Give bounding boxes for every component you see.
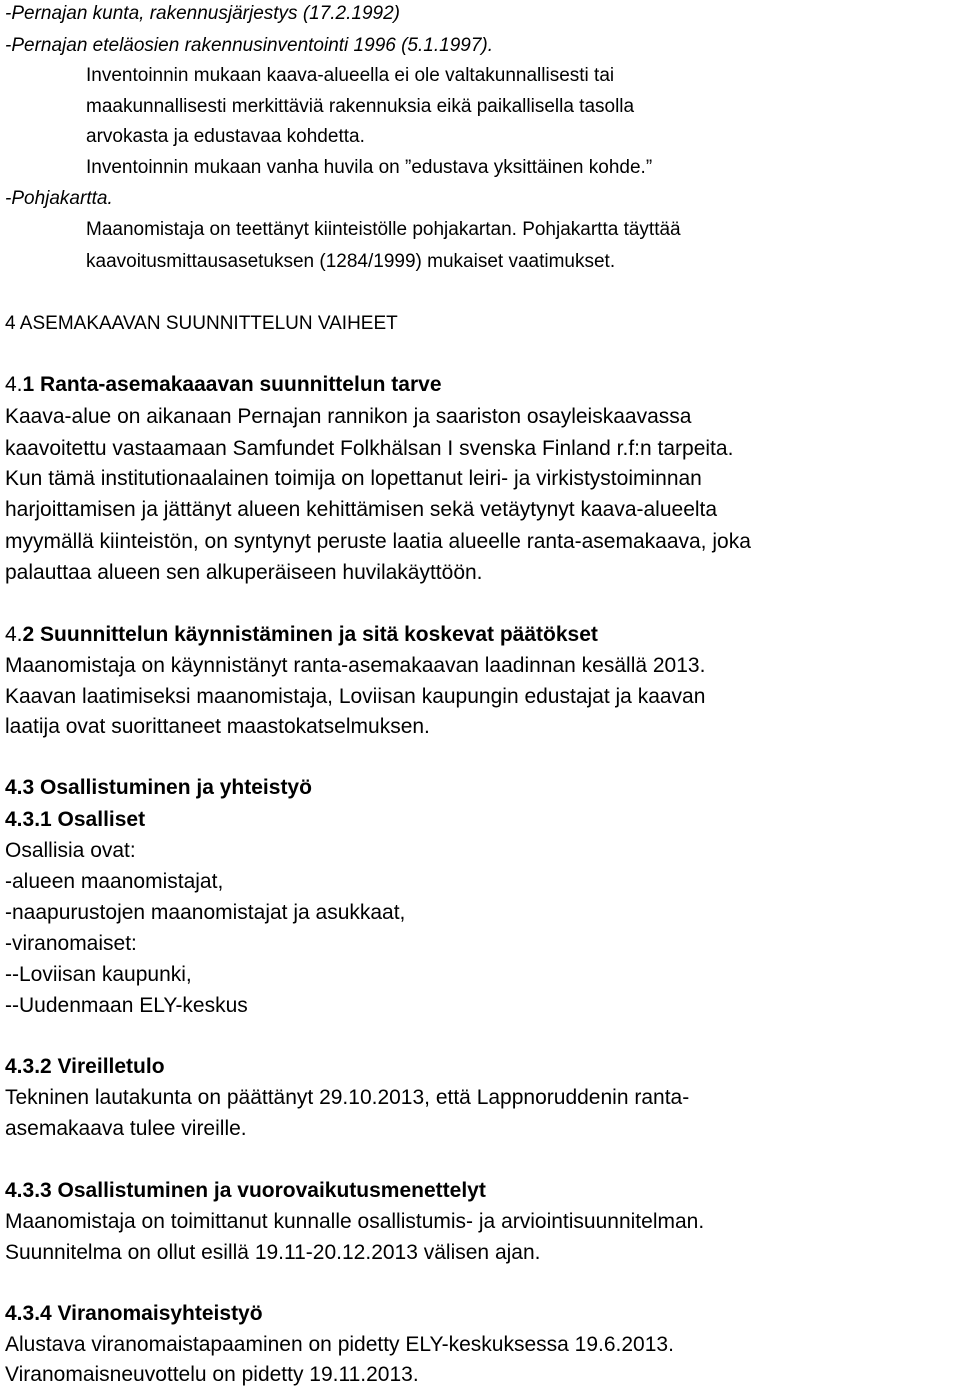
- paragraph-line: Suunnitelma on ollut esillä 19.11-20.12.2013 välisen ajan.: [5, 1241, 541, 1264]
- chapter-heading: 4 ASEMAKAAVAN SUUNNITTELUN VAIHEET: [5, 313, 398, 334]
- list-item: -alueen maanomistajat,: [5, 870, 224, 893]
- inventory-text-line: Inventoinnin mukaan vanha huvila on ”edustava yksittäinen kohde.”: [86, 157, 653, 178]
- section-title: 1 Ranta-asemakaaavan suunnittelun tarve: [22, 373, 442, 396]
- paragraph-line: Maanomistaja on käynnistänyt ranta-asemakaavan laadinnan kesällä 2013.: [5, 654, 706, 677]
- inventory-text-line: arvokasta ja edustavaa kohdetta.: [86, 126, 365, 147]
- paragraph-line: Kaava-alue on aikanaan Pernajan rannikon ja saariston osayleiskaavassa: [5, 405, 692, 428]
- list-item: --Uudenmaan ELY-keskus: [5, 994, 248, 1017]
- section-heading-4-3-1: 4.3.1 Osalliset: [5, 808, 146, 831]
- reference-basemap: -Pohjakartta.: [5, 188, 113, 209]
- paragraph-line: laatija ovat suorittaneet maastokatselmuksen.: [5, 715, 430, 738]
- list-item: --Loviisan kaupunki,: [5, 963, 192, 986]
- paragraph-line: asemakaava tulee vireille.: [5, 1117, 247, 1140]
- section-heading-4-3-2: 4.3.2 Vireilletulo: [5, 1055, 165, 1078]
- section-heading-4-3-4: 4.3.4 Viranomaisyhteistyö: [5, 1302, 263, 1325]
- paragraph-line: Kaavan laatimiseksi maanomistaja, Loviisan kaupungin edustajat ja kaavan: [5, 685, 706, 708]
- list-item: -viranomaiset:: [5, 932, 137, 955]
- section-heading-4-3: 4.3 Osallistuminen ja yhteistyö: [5, 776, 312, 799]
- paragraph-line: Viranomaisneuvottelu on pidetty 19.11.2013.: [5, 1363, 419, 1386]
- basemap-text-line: kaavoitusmittausasetuksen (1284/1999) mukaiset vaatimukset.: [86, 251, 616, 272]
- list-intro: Osallisia ovat:: [5, 839, 136, 862]
- paragraph-line: Alustava viranomaistapaaminen on pidetty ELY-keskuksessa 19.6.2013.: [5, 1333, 674, 1356]
- inventory-text-line: maakunnallisesti merkittäviä rakennuksia eikä paikallisella tasolla: [86, 96, 635, 117]
- paragraph-line: palauttaa alueen sen alkuperäiseen huvilakäyttöön.: [5, 561, 483, 584]
- section-heading-4-1: [5, 374, 442, 395]
- section-number: 4.: [5, 373, 23, 396]
- inventory-text-line: Inventoinnin mukaan kaava-alueella ei ole valtakunnallisesti tai: [86, 65, 615, 86]
- reference-building-code: -Pernajan kunta, rakennusjärjestys (17.2.1992): [5, 3, 401, 24]
- basemap-text-line: Maanomistaja on teettänyt kiinteistölle pohjakartan. Pohjakartta täyttää: [86, 219, 681, 240]
- section-number: 4.: [5, 623, 23, 646]
- reference-building-inventory: -Pernajan eteläosien rakennusinventointi 1996 (5.1.1997).: [5, 35, 493, 56]
- paragraph-line: Tekninen lautakunta on päättänyt 29.10.2013, että Lappnoruddenin ranta-: [5, 1086, 690, 1109]
- paragraph-line: kaavoitettu vastaamaan Samfundet Folkhälsan I svenska Finland r.f:n tarpeita.: [5, 437, 734, 460]
- list-item: -naapurustojen maanomistajat ja asukkaat,: [5, 901, 406, 924]
- paragraph-line: Maanomistaja on toimittanut kunnalle osallistumis- ja arviointisuunnitelman.: [5, 1210, 705, 1233]
- section-heading-4-2: [5, 624, 598, 645]
- paragraph-line: harjoittamisen ja jättänyt alueen kehittämisen sekä vetäytynyt kaava-alueelta: [5, 498, 718, 521]
- paragraph-line: Kun tämä institutionaalainen toimija on lopettanut leiri- ja virkistystoiminnan: [5, 467, 702, 490]
- section-heading-4-3-3: 4.3.3 Osallistuminen ja vuorovaikutusmenettelyt: [5, 1179, 486, 1202]
- paragraph-line: myymällä kiinteistön, on syntynyt peruste laatia alueelle ranta-asemakaava, joka: [5, 530, 751, 553]
- section-title: 2 Suunnittelun käynnistäminen ja sitä koskevat päätökset: [22, 623, 598, 646]
